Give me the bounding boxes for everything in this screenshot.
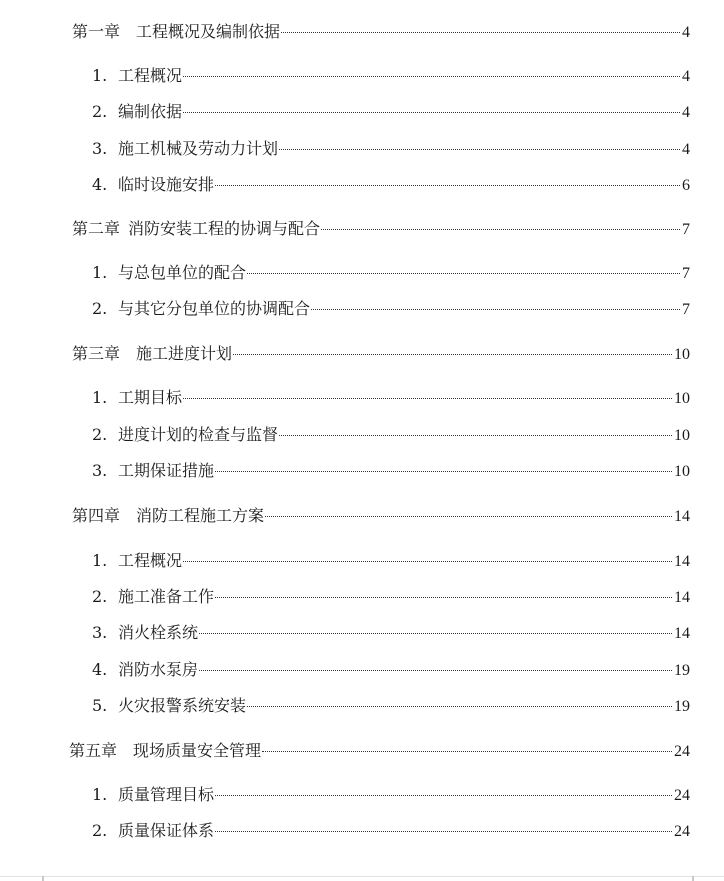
toc-chapter-3[interactable] xyxy=(72,343,690,366)
toc-section[interactable] xyxy=(92,174,690,197)
toc-page-number: 24 xyxy=(674,787,690,804)
toc-page-number: 7 xyxy=(682,301,690,318)
toc-section-number: 4. xyxy=(92,660,108,679)
toc-chapter-title: 消防安装工程的协调与配合 xyxy=(128,219,321,238)
toc-chapter-title: 工程概况及编制依据 xyxy=(136,22,281,41)
toc-dot-leader xyxy=(311,309,680,310)
toc-page-number: 19 xyxy=(674,662,690,679)
toc-page-number: 14 xyxy=(674,553,690,570)
toc-page-number: 24 xyxy=(674,743,690,760)
toc-dot-leader xyxy=(279,149,680,150)
toc-section[interactable] xyxy=(92,298,690,321)
toc-section-number: 1. xyxy=(92,66,108,85)
toc-page-number: 14 xyxy=(674,508,690,525)
toc-page-number: 10 xyxy=(674,346,690,363)
toc-dot-leader xyxy=(265,516,672,517)
toc-page-number: 4 xyxy=(682,68,690,85)
toc-section-number: 2. xyxy=(92,425,108,444)
toc-dot-leader xyxy=(215,831,672,832)
toc-section-title: 施工准备工作 xyxy=(118,587,215,606)
toc-section-number: 4. xyxy=(92,175,108,194)
toc-section-title: 临时设施安排 xyxy=(118,175,215,194)
toc-chapter-title: 现场质量安全管理 xyxy=(133,741,262,760)
toc-dot-leader xyxy=(183,112,680,113)
toc-dot-leader xyxy=(183,561,672,562)
page-corner-mark xyxy=(42,876,44,881)
toc-section-title: 与其它分包单位的协调配合 xyxy=(118,299,311,318)
toc-section[interactable] xyxy=(92,387,690,410)
page-bottom-edge xyxy=(0,876,724,877)
toc-chapter-title: 消防工程施工方案 xyxy=(136,506,265,525)
toc-dot-leader xyxy=(215,597,672,598)
toc-section-number: 1. xyxy=(92,388,108,407)
toc-chapter-title: 施工进度计划 xyxy=(136,344,233,363)
toc-chapter-4[interactable] xyxy=(72,505,690,528)
toc-section[interactable] xyxy=(92,424,690,447)
toc-dot-leader xyxy=(247,706,672,707)
toc-section-title: 消防水泵房 xyxy=(118,660,199,679)
toc-section[interactable] xyxy=(92,101,690,124)
toc-page-number: 4 xyxy=(682,24,690,41)
toc-section-number: 3. xyxy=(92,139,108,158)
toc-section[interactable] xyxy=(92,65,690,88)
toc-section[interactable] xyxy=(92,784,690,807)
toc-section[interactable] xyxy=(92,695,690,718)
toc-section-title: 工程概况 xyxy=(118,551,183,570)
toc-section-title: 工期目标 xyxy=(118,388,183,407)
toc-section[interactable] xyxy=(92,262,690,285)
toc-section-number: 3. xyxy=(92,623,108,642)
toc-dot-leader xyxy=(279,435,672,436)
toc-chapter-number: 第一章 xyxy=(72,22,121,41)
toc-section-title: 编制依据 xyxy=(118,102,183,121)
toc-section-number: 2. xyxy=(92,299,108,318)
toc-chapter-2[interactable] xyxy=(72,218,690,241)
toc-section-title: 进度计划的检查与监督 xyxy=(118,425,279,444)
toc-chapter-number: 第二章 xyxy=(72,219,121,238)
toc-page-number: 24 xyxy=(674,823,690,840)
toc-section-number: 2. xyxy=(92,102,108,121)
toc-section-number: 5. xyxy=(92,696,108,715)
toc-dot-leader xyxy=(183,76,680,77)
toc-dot-leader xyxy=(215,185,680,186)
page-corner-mark xyxy=(692,876,694,881)
toc-chapter-number: 第三章 xyxy=(72,344,121,363)
toc-dot-leader xyxy=(247,273,680,274)
toc-page-number: 7 xyxy=(682,221,690,238)
toc-dot-leader xyxy=(281,32,680,33)
toc-page-number: 7 xyxy=(682,265,690,282)
toc-section[interactable] xyxy=(92,550,690,573)
toc-page-number: 10 xyxy=(674,427,690,444)
toc-section-title: 质量保证体系 xyxy=(118,821,215,840)
toc-section[interactable] xyxy=(92,659,690,682)
toc-section[interactable] xyxy=(92,820,690,843)
toc-chapter-number: 第五章 xyxy=(69,741,118,760)
toc-section-number: 1. xyxy=(92,785,108,804)
toc-page-number: 10 xyxy=(674,463,690,480)
toc-section-number: 3. xyxy=(92,461,108,480)
toc-chapter-number: 第四章 xyxy=(72,506,121,525)
toc-section-number: 2. xyxy=(92,821,108,840)
toc-page-number: 14 xyxy=(674,589,690,606)
toc-section-title: 施工机械及劳动力计划 xyxy=(118,139,279,158)
toc-page-number: 14 xyxy=(674,625,690,642)
toc-page-number: 4 xyxy=(682,104,690,121)
toc-page-number: 10 xyxy=(674,390,690,407)
toc-section-title: 工期保证措施 xyxy=(118,461,215,480)
toc-section-title: 质量管理目标 xyxy=(118,785,215,804)
toc-dot-leader xyxy=(199,633,672,634)
toc-page-number: 19 xyxy=(674,698,690,715)
toc-dot-leader xyxy=(199,670,672,671)
toc-section-title: 火灾报警系统安装 xyxy=(118,696,247,715)
toc-section-number: 1. xyxy=(92,551,108,570)
toc-section-title: 工程概况 xyxy=(118,66,183,85)
toc-page-number: 4 xyxy=(682,141,690,158)
toc-dot-leader xyxy=(233,354,672,355)
toc-section[interactable] xyxy=(92,622,690,645)
toc-dot-leader xyxy=(215,795,672,796)
toc-chapter-5[interactable] xyxy=(69,740,690,763)
toc-dot-leader xyxy=(262,751,672,752)
toc-page-number: 6 xyxy=(682,177,690,194)
toc-section-title: 与总包单位的配合 xyxy=(118,263,247,282)
toc-dot-leader xyxy=(183,398,672,399)
toc-section[interactable] xyxy=(92,138,690,161)
toc-section[interactable] xyxy=(92,586,690,609)
toc-section-number: 1. xyxy=(92,263,108,282)
toc-chapter-1[interactable] xyxy=(72,21,690,44)
toc-dot-leader xyxy=(321,229,680,230)
toc-dot-leader xyxy=(215,471,672,472)
toc-section-title: 消火栓系统 xyxy=(118,623,199,642)
toc-section[interactable] xyxy=(92,460,690,483)
toc-section-number: 2. xyxy=(92,587,108,606)
